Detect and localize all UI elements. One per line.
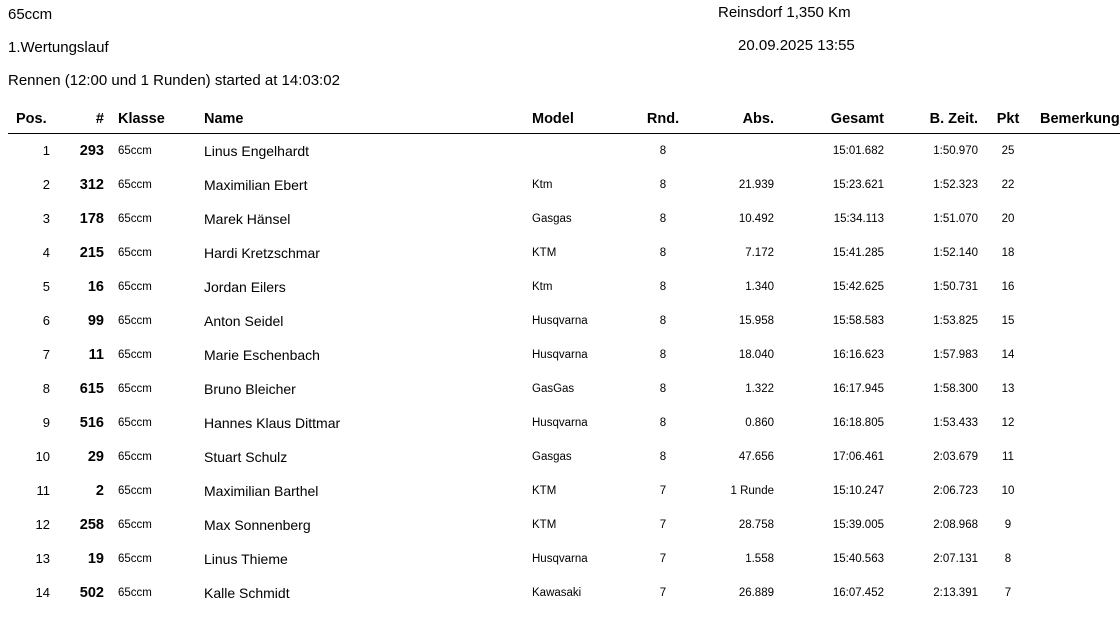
cell-abs: 21.939 bbox=[738, 178, 774, 191]
cell-name: Stuart Schulz bbox=[204, 448, 288, 465]
column-header-model: Model bbox=[532, 111, 632, 134]
column-header-number: # bbox=[60, 111, 110, 134]
cell-model: Husqvarna bbox=[532, 552, 588, 565]
cell-rnd: 8 bbox=[659, 450, 667, 463]
cell-gesamt: 15:40.563 bbox=[832, 552, 884, 565]
cell-gesamt: 15:10.247 bbox=[832, 484, 884, 497]
column-header-pos: Pos. bbox=[8, 111, 60, 134]
cell-klasse: 65ccm bbox=[118, 348, 152, 361]
cell-gesamt: 15:34.113 bbox=[833, 212, 884, 225]
table-row bbox=[8, 576, 1120, 610]
cell-bestzeit: 1:50.970 bbox=[933, 144, 978, 157]
cell-punkte: 22 bbox=[1001, 178, 1015, 191]
cell-name: Linus Thieme bbox=[204, 550, 288, 567]
cell-bemerkung bbox=[1032, 338, 1120, 372]
cell-abs: 28.758 bbox=[738, 518, 774, 531]
cell-klasse: 65ccm bbox=[118, 144, 152, 157]
cell-pos: 9 bbox=[42, 415, 50, 430]
cell-number: 11 bbox=[88, 346, 104, 363]
cell-bemerkung bbox=[1032, 542, 1120, 576]
cell-pos: 2 bbox=[42, 177, 50, 192]
cell-punkte: 15 bbox=[1001, 314, 1015, 327]
cell-klasse: 65ccm bbox=[118, 246, 152, 259]
cell-bestzeit: 1:52.140 bbox=[933, 246, 978, 259]
cell-name: Kalle Schmidt bbox=[204, 584, 290, 601]
cell-model: Ktm bbox=[532, 280, 553, 293]
cell-number: 516 bbox=[79, 414, 104, 431]
cell-name: Linus Engelhardt bbox=[204, 142, 310, 159]
cell-number: 312 bbox=[79, 176, 104, 193]
cell-klasse: 65ccm bbox=[118, 212, 152, 225]
cell-model: KTM bbox=[532, 518, 557, 531]
cell-bemerkung bbox=[1032, 406, 1120, 440]
table-row bbox=[8, 202, 1120, 236]
cell-rnd: 8 bbox=[659, 212, 667, 225]
cell-pos: 5 bbox=[42, 279, 50, 294]
cell-gesamt: 15:01.682 bbox=[832, 144, 884, 157]
cell-rnd: 8 bbox=[659, 280, 667, 293]
cell-abs: 0.860 bbox=[745, 416, 774, 429]
table-row bbox=[8, 304, 1120, 338]
cell-model: Ktm bbox=[532, 178, 553, 191]
column-header-abs: Abs. bbox=[694, 111, 782, 134]
cell-number: 502 bbox=[79, 584, 104, 601]
cell-model: Husqvarna bbox=[532, 314, 588, 327]
cell-bestzeit: 1:50.731 bbox=[933, 280, 978, 293]
table-row bbox=[8, 542, 1120, 576]
cell-gesamt: 16:16.623 bbox=[832, 348, 884, 361]
cell-model: KTM bbox=[532, 484, 557, 497]
cell-name: Marek Hänsel bbox=[204, 210, 291, 227]
cell-model bbox=[532, 134, 632, 168]
cell-rnd: 7 bbox=[659, 552, 667, 565]
cell-rnd: 7 bbox=[659, 518, 667, 531]
cell-bemerkung bbox=[1032, 236, 1120, 270]
cell-gesamt: 16:07.452 bbox=[832, 586, 884, 599]
table-row bbox=[8, 236, 1120, 270]
table-header bbox=[8, 111, 1120, 134]
cell-rnd: 7 bbox=[659, 484, 667, 497]
cell-number: 215 bbox=[79, 244, 104, 261]
cell-abs: 18.040 bbox=[738, 348, 774, 361]
cell-name: Hannes Klaus Dittmar bbox=[204, 414, 341, 431]
cell-model: GasGas bbox=[532, 382, 575, 395]
cell-name: Jordan Eilers bbox=[204, 278, 286, 295]
column-header-bemerkung: Bemerkung bbox=[1032, 111, 1120, 134]
cell-bemerkung bbox=[1032, 134, 1120, 168]
column-header-bestzeit: B. Zeit. bbox=[892, 111, 984, 134]
cell-pos: 1 bbox=[42, 143, 50, 159]
cell-punkte: 18 bbox=[1001, 246, 1015, 259]
cell-bemerkung bbox=[1032, 168, 1120, 202]
cell-klasse: 65ccm bbox=[118, 552, 152, 565]
table-row bbox=[8, 338, 1120, 372]
cell-punkte: 9 bbox=[1004, 518, 1012, 531]
cell-model: Gasgas bbox=[532, 212, 572, 225]
table-row bbox=[8, 474, 1120, 508]
cell-pos: 6 bbox=[42, 313, 50, 328]
cell-rnd: 8 bbox=[659, 144, 667, 157]
cell-pos: 4 bbox=[42, 245, 50, 260]
cell-bemerkung bbox=[1032, 202, 1120, 236]
cell-bestzeit: 2:06.723 bbox=[933, 484, 978, 497]
cell-bestzeit: 1:51.070 bbox=[933, 212, 978, 225]
cell-bemerkung bbox=[1032, 304, 1120, 338]
cell-rnd: 8 bbox=[659, 416, 667, 429]
cell-rnd: 8 bbox=[659, 178, 667, 191]
cell-name: Marie Eschenbach bbox=[204, 346, 320, 363]
cell-model: Husqvarna bbox=[532, 348, 588, 361]
cell-rnd: 8 bbox=[659, 314, 667, 327]
table-row bbox=[8, 440, 1120, 474]
column-header-name: Name bbox=[202, 111, 532, 134]
cell-klasse: 65ccm bbox=[118, 484, 152, 497]
cell-gesamt: 16:17.945 bbox=[832, 382, 884, 395]
cell-gesamt: 15:39.005 bbox=[832, 518, 884, 531]
cell-gesamt: 15:23.621 bbox=[832, 178, 884, 191]
cell-punkte: 16 bbox=[1001, 280, 1015, 293]
cell-punkte: 14 bbox=[1001, 348, 1015, 361]
cell-number: 29 bbox=[87, 448, 104, 465]
document-header bbox=[8, 0, 1112, 97]
cell-bemerkung bbox=[1032, 270, 1120, 304]
cell-klasse: 65ccm bbox=[118, 416, 152, 429]
cell-gesamt: 17:06.461 bbox=[832, 450, 884, 463]
column-header-rnd: Rnd. bbox=[632, 111, 694, 134]
cell-abs: 10.492 bbox=[738, 212, 774, 225]
cell-bemerkung bbox=[1032, 474, 1120, 508]
cell-bestzeit: 1:53.433 bbox=[933, 416, 978, 429]
cell-bestzeit: 2:13.391 bbox=[933, 586, 978, 599]
cell-name: Anton Seidel bbox=[204, 312, 284, 329]
cell-pos: 3 bbox=[42, 211, 50, 226]
cell-rnd: 7 bbox=[659, 586, 667, 599]
cell-rnd: 8 bbox=[659, 382, 667, 395]
table-row bbox=[8, 168, 1120, 202]
cell-punkte: 25 bbox=[1001, 144, 1015, 157]
table-body bbox=[8, 134, 1120, 610]
cell-gesamt: 15:42.625 bbox=[832, 280, 884, 293]
column-header-punkte: Pkt bbox=[984, 111, 1032, 134]
cell-punkte: 8 bbox=[1004, 552, 1012, 565]
race-info: Rennen (12:00 und 1 Runden) started at 14:03:02 bbox=[8, 72, 340, 89]
cell-abs: 1.558 bbox=[745, 552, 774, 565]
cell-klasse: 65ccm bbox=[118, 280, 152, 293]
cell-model: Husqvarna bbox=[532, 416, 588, 429]
cell-punkte: 13 bbox=[1001, 382, 1015, 395]
cell-model: Gasgas bbox=[532, 450, 572, 463]
cell-abs bbox=[694, 134, 782, 168]
cell-klasse: 65ccm bbox=[118, 518, 152, 531]
table-row bbox=[8, 134, 1120, 168]
cell-bestzeit: 2:07.131 bbox=[933, 552, 978, 565]
cell-model: Kawasaki bbox=[532, 586, 582, 599]
cell-abs: 1 Runde bbox=[730, 484, 774, 497]
cell-number: 99 bbox=[87, 312, 104, 329]
cell-klasse: 65ccm bbox=[118, 178, 152, 191]
cell-abs: 47.656 bbox=[738, 450, 774, 463]
cell-klasse: 65ccm bbox=[118, 450, 152, 463]
column-header-gesamt: Gesamt bbox=[782, 111, 892, 134]
cell-bestzeit: 1:53.825 bbox=[933, 314, 978, 327]
cell-name: Max Sonnenberg bbox=[204, 516, 311, 533]
cell-punkte: 7 bbox=[1004, 586, 1012, 599]
cell-pos: 8 bbox=[42, 381, 50, 396]
cell-bestzeit: 1:52.323 bbox=[933, 178, 978, 191]
table-row bbox=[8, 372, 1120, 406]
cell-pos: 10 bbox=[35, 449, 50, 464]
cell-number: 2 bbox=[95, 482, 104, 499]
cell-bemerkung bbox=[1032, 372, 1120, 406]
cell-bestzeit: 2:03.679 bbox=[933, 450, 978, 463]
cell-punkte: 20 bbox=[1001, 212, 1015, 225]
cell-bestzeit: 1:57.983 bbox=[933, 348, 978, 361]
cell-rnd: 8 bbox=[659, 246, 667, 259]
cell-punkte: 10 bbox=[1001, 484, 1015, 497]
cell-abs: 26.889 bbox=[738, 586, 774, 599]
cell-gesamt: 16:18.805 bbox=[832, 416, 884, 429]
event-location: Reinsdorf 1,350 Km bbox=[718, 4, 851, 21]
cell-name: Maximilian Ebert bbox=[204, 176, 308, 193]
cell-number: 258 bbox=[79, 516, 104, 533]
event-datetime: 20.09.2025 13:55 bbox=[738, 37, 855, 54]
cell-punkte: 12 bbox=[1001, 416, 1015, 429]
cell-abs: 7.172 bbox=[745, 246, 774, 259]
cell-pos: 11 bbox=[36, 483, 50, 498]
table-row bbox=[8, 508, 1120, 542]
cell-punkte: 11 bbox=[1002, 450, 1014, 463]
cell-pos: 12 bbox=[35, 517, 50, 532]
cell-abs: 15.958 bbox=[738, 314, 774, 327]
cell-name: Hardi Kretzschmar bbox=[204, 244, 320, 261]
cell-abs: 1.340 bbox=[745, 280, 774, 293]
cell-name: Bruno Bleicher bbox=[204, 380, 296, 397]
heat-title: 1.Wertungslauf bbox=[8, 39, 109, 56]
cell-gesamt: 15:41.285 bbox=[832, 246, 884, 259]
cell-pos: 13 bbox=[35, 551, 50, 566]
cell-number: 16 bbox=[87, 278, 104, 295]
cell-number: 615 bbox=[79, 380, 104, 397]
cell-pos: 7 bbox=[42, 347, 50, 362]
cell-number: 293 bbox=[79, 142, 104, 159]
table-row bbox=[8, 270, 1120, 304]
cell-name: Maximilian Barthel bbox=[204, 482, 319, 499]
cell-bemerkung bbox=[1032, 440, 1120, 474]
cell-abs: 1.322 bbox=[745, 382, 774, 395]
cell-gesamt: 15:58.583 bbox=[832, 314, 884, 327]
cell-number: 19 bbox=[87, 550, 104, 567]
cell-bestzeit: 1:58.300 bbox=[933, 382, 978, 395]
column-header-klasse: Klasse bbox=[110, 111, 202, 134]
cell-rnd: 8 bbox=[659, 348, 667, 361]
cell-bemerkung bbox=[1032, 508, 1120, 542]
cell-model: KTM bbox=[532, 246, 557, 259]
results-table bbox=[8, 111, 1120, 610]
cell-bestzeit: 2:08.968 bbox=[933, 518, 978, 531]
cell-klasse: 65ccm bbox=[118, 382, 152, 395]
table-row bbox=[8, 406, 1120, 440]
cell-bemerkung bbox=[1032, 576, 1120, 610]
cell-pos: 14 bbox=[35, 585, 50, 600]
cell-number: 178 bbox=[79, 210, 104, 227]
class-title: 65ccm bbox=[8, 6, 53, 23]
cell-klasse: 65ccm bbox=[118, 586, 152, 599]
cell-klasse: 65ccm bbox=[118, 314, 152, 327]
